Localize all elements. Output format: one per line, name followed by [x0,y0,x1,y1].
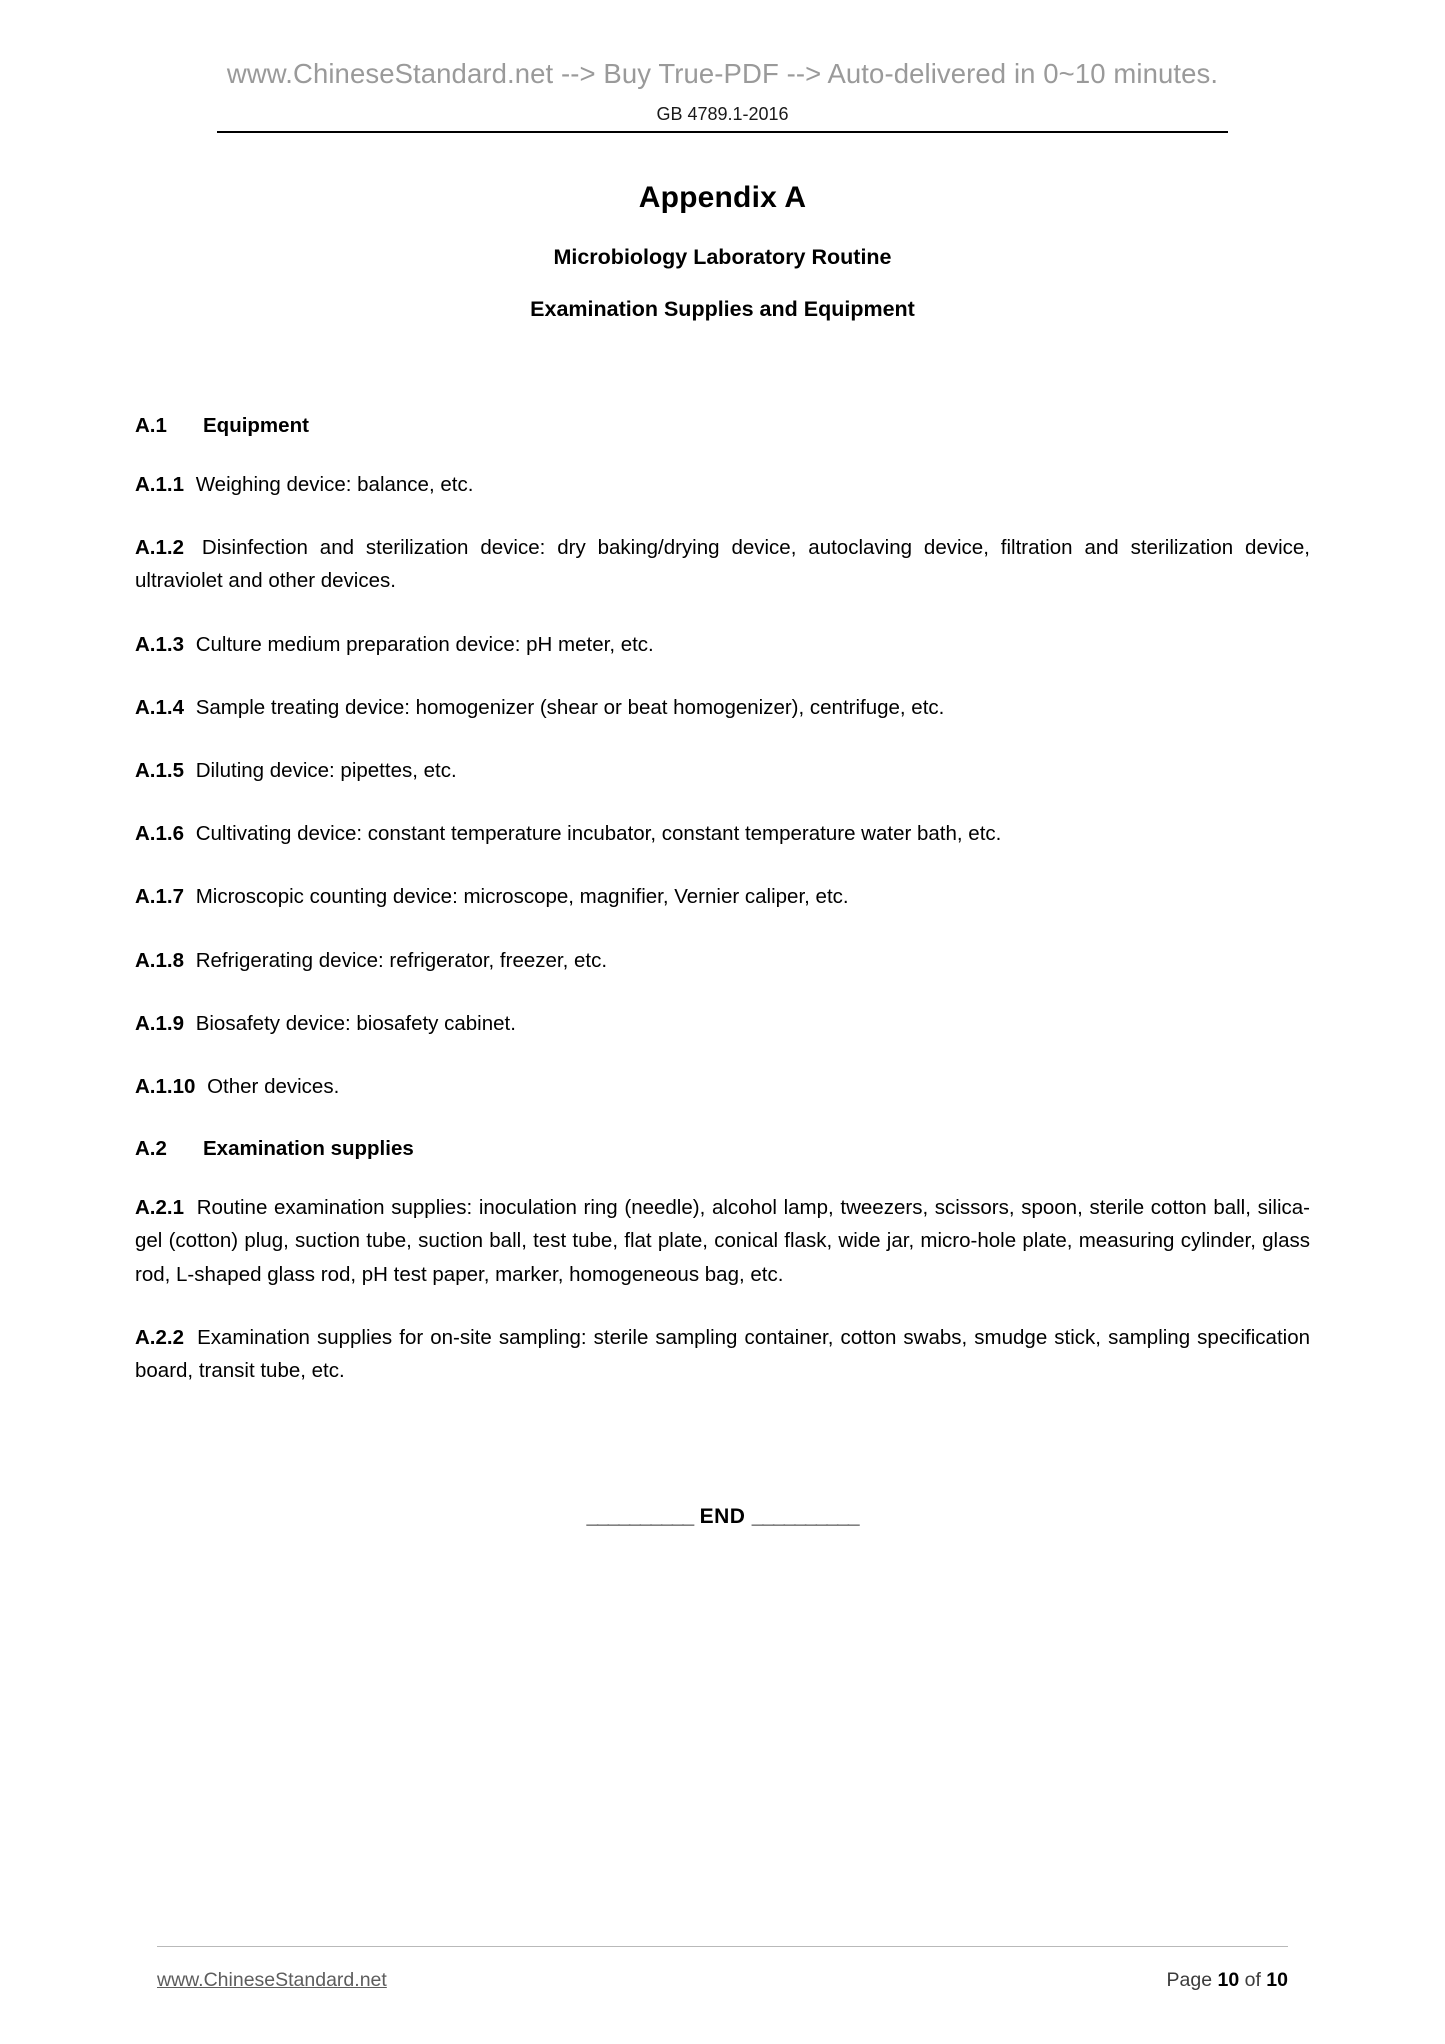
clause-text: Biosafety device: biosafety cabinet. [195,1011,516,1035]
clause-text: Other devices. [207,1075,340,1099]
section-number-a1: A.1 [135,414,167,437]
clause-a1-6 [135,817,1310,850]
clause-number: A.1.2 [135,536,184,560]
clause-text: Microscopic counting device: microscope, magnifier, Vernier caliper, etc. [195,885,849,909]
page-footer [135,1946,1310,1992]
page-current: 10 [1217,1969,1240,1991]
clause-number: A.1.6 [135,822,184,846]
footer-site-link[interactable]: www.ChineseStandard.net [157,1969,387,1991]
standard-code: GB 4789.1-2016 [656,104,789,124]
clause-text: Weighing device: balance, etc. [195,473,474,496]
clause-number: A.1.8 [135,948,184,972]
clause-text: Diluting device: pipettes, etc. [195,759,457,783]
clause-number: A.1.10 [135,1075,196,1099]
clause-a1-3 [135,628,1310,661]
title-block [135,181,1310,322]
appendix-subtitle-line-1: Microbiology Laboratory Routine [553,245,892,269]
clause-number: A.1.5 [135,759,184,783]
clause-a2-1 [135,1191,1310,1291]
clause-a1-9 [135,1007,1310,1040]
clause-text: Culture medium preparation device: pH meter, etc. [195,632,654,656]
clause-text: Cultivating device: constant temperature incubator, constant temperature water bath, etc. [195,822,1002,846]
page-number [1167,1969,1288,1992]
clause-a2-2 [135,1321,1310,1387]
section-heading-a2 [135,1137,1310,1161]
clause-a1-8 [135,944,1310,977]
appendix-subtitle-line-2: Examination Supplies and Equipment [530,297,915,321]
clause-a1-7 [135,880,1310,913]
clause-text: Routine examination supplies: inoculation ring (needle), alcohol lamp, tweezers, scissors, spoon, sterile cotton ball, silica-gel (cotton) plug, suction tube, suction ball, test tube, flat plate, conical flask, wide jar, micro-hole plate, measuring cylinder, glass rod, L-shaped glass rod, pH test paper, marker, homogeneous bag, etc. [135,1196,1310,1286]
clause-text: Refrigerating device: refrigerator, freezer, etc. [195,948,608,972]
header-divider [217,131,1228,133]
clause-number: A.1.1 [135,473,184,496]
clause-text: Disinfection and sterilization device: dry baking/drying device, autoclaving device, filtration and sterilization device, ultraviolet and other devices. [135,536,1310,593]
clause-a1-2 [135,531,1310,597]
section-label-a1: Equipment [203,414,309,437]
clause-number: A.1.7 [135,885,184,909]
end-rule-left: __________ [586,1505,694,1529]
clause-text: Examination supplies for on-site sampling: sterile sampling container, cotton swabs, smudge stick, sampling specification board, transit tube, etc. [135,1325,1310,1383]
end-rule-right: __________ [751,1505,859,1529]
promo-watermark: www.ChineseStandard.net --> Buy True-PDF --> Auto-delivered in 0~10 minutes. [226,58,1219,89]
clause-a1-4 [135,691,1310,724]
clause-a1-10 [135,1070,1310,1103]
page-prefix: Page [1166,1969,1213,1991]
page-joiner: of [1244,1969,1261,1991]
footer-row [135,1969,1310,1992]
document-end-marker [135,1505,1310,1529]
clause-number: A.1.4 [135,695,184,719]
clause-number: A.1.9 [135,1011,184,1035]
clause-text: Sample treating device: homogenizer (shear or beat homogenizer), centrifuge, etc. [195,695,945,719]
clause-number: A.1.3 [135,632,184,656]
body-block [135,414,1310,1529]
clause-number: A.2.2 [135,1325,184,1349]
section-number-a2: A.2 [135,1137,167,1161]
appendix-title: Appendix A [638,181,807,214]
clause-a1-5 [135,754,1310,787]
end-label: END [699,1505,746,1529]
footer-divider [157,1946,1288,1947]
clause-number: A.2.1 [135,1196,184,1220]
section-label-a2: Examination supplies [203,1137,414,1161]
page-total: 10 [1266,1969,1288,1991]
section-heading-a1 [135,414,1310,438]
clause-a1-1 [135,468,1310,501]
